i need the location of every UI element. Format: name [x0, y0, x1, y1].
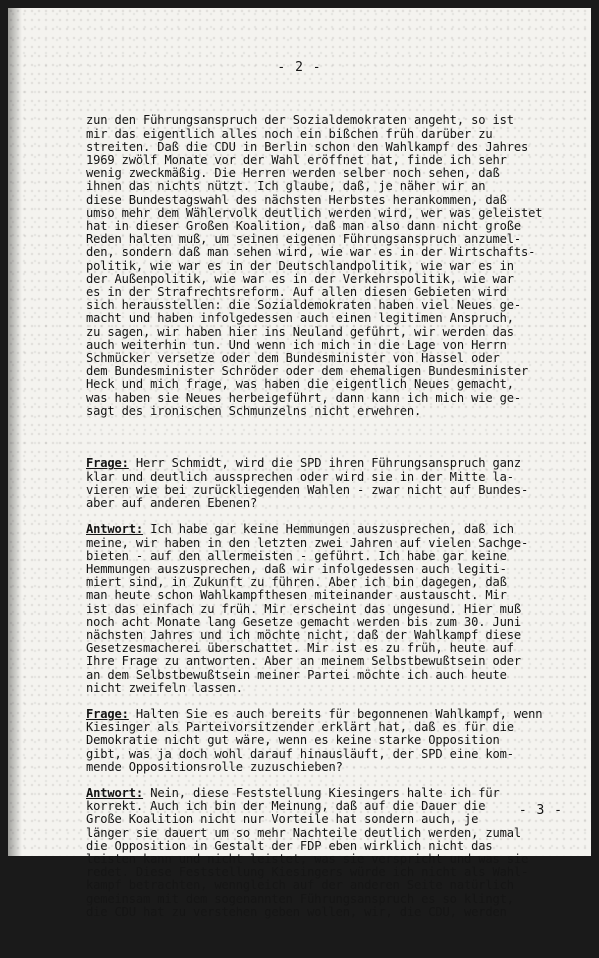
text-line: kampf betrachten, wenngleich auf der anderen Seite natürlich: [86, 878, 514, 893]
scan-shadow-edge: [8, 8, 22, 856]
text-line: noch acht Monate lang Gesetze gemacht werden bis zum 30. Juni: [86, 614, 521, 629]
text-line: gibt, was ja doch wohl darauf hinausläuft, der SPD eine kom-: [86, 746, 514, 761]
text-line: Demokratie nicht gut wäre, wenn es keine starke Opposition: [86, 733, 500, 748]
text-line: wenig zweckmäßig. Die Herren werden selber noch sehen, daß: [86, 166, 500, 181]
text-line: vieren wie bei zurückliegenden Wahlen - zwar nicht auf Bundes-: [86, 482, 529, 497]
text-line: auch weiterhin tun. Und wenn ich mich in die Lage von Herrn: [86, 337, 507, 352]
line-text: Nein, diese Feststellung Kiesingers halte ich für: [143, 785, 500, 800]
text-line: korrekt. Auch ich bin der Meinung, daß auf die Dauer die: [86, 799, 486, 814]
text-line: ihnen das nichts nützt. Ich glaube, daß, je näher wir an: [86, 179, 486, 194]
text-line: zu sagen, wir haben hier ins Neuland geführt, wir werden das: [86, 324, 514, 339]
text-line: die Opposition in Gestalt der FDP eben wirklich nicht das: [86, 838, 493, 853]
text-line: streiten. Daß die CDU in Berlin schon den Wahlkampf des Jahres: [86, 139, 529, 154]
text-line: Ihre Frage zu antworten. Aber an meinem Selbstbewußtsein oder: [86, 654, 521, 669]
text-line: sich herausstellen: die Sozialdemokraten haben viel Neues ge-: [86, 298, 521, 313]
text-line: sagt des ironischen Schmunzelns nicht erwehren.: [86, 403, 422, 418]
qa-section: [86, 457, 568, 919]
text-line: umso mehr dem Wählervolk deutlich werden wird, wer was geleistet: [86, 205, 543, 220]
page-number-top: - 2 -: [277, 60, 322, 75]
text-line: den, sondern daß man sehen wird, wie war es in der Wirtschafts-: [86, 245, 536, 260]
answer-block: [86, 787, 568, 919]
text-line: politik, wie war es in der Deutschlandpolitik, wie war es in: [86, 258, 514, 273]
page-number-bottom: - 3 -: [518, 803, 563, 818]
text-line: was haben sie Neues herbeigeführt, dann kann ich mich wie ge-: [86, 390, 521, 405]
text-line: nicht zweifeln lassen.: [86, 680, 243, 695]
text-line: bieten - auf den allermeisten - geführt. Ich habe gar keine: [86, 548, 507, 563]
speaker-label: Frage:: [86, 706, 129, 721]
line-text: Halten Sie es auch bereits für begonnenen Wahlkampf, wenn: [128, 706, 543, 721]
text-line: mir das eigentlich alles noch ein bißchen früh darüber zu: [86, 126, 493, 141]
text-line: diese Bundestagswahl des nächsten Herbstes herankommen, daß: [86, 192, 507, 207]
text-line: der Außenpolitik, wie war es in der Verkehrspolitik, wie war: [86, 271, 514, 286]
text-line: Hemmungen auszusprechen, daß wir infolgedessen auch legiti-: [86, 561, 507, 576]
text-line: [86, 457, 568, 470]
speaker-label: Frage:: [86, 456, 129, 471]
text-line: man heute schon Wahlkampfthesen miteinander austauscht. Mir: [86, 588, 507, 603]
text-line: gemeinsam mit dem sogenannten Führungsanspruch es so klingt,: [86, 891, 514, 906]
text-line: mende Oppositionsrolle zuzuschieben?: [86, 759, 343, 774]
text-line: nächsten Jahres und ich möchte nicht, daß der Wahlkampf diese: [86, 627, 521, 642]
line-text: Ich habe gar keine Hemmungen auszusprechen, daß ich: [143, 522, 514, 537]
text-line: Schmücker versetze oder dem Bundesminister von Hassel oder: [86, 351, 500, 366]
text-line: die CDU hat zu verstehen geben wollen, wir, die CDU, werden: [86, 904, 507, 919]
text-line: hat in dieser Großen Koalition, daß man also dann nicht große: [86, 219, 521, 234]
document-body: [86, 88, 568, 958]
text-line: es in der Strafrechtsreform. Auf allen diesen Gebieten wird: [86, 285, 507, 300]
text-line: leisten kann und nicht leistet, was sie verspricht und was sie: [86, 851, 529, 866]
speaker-label: Antwort:: [86, 785, 144, 800]
question-block: [86, 457, 568, 510]
text-line: Reden halten muß, um seinen eigenen Führungsanspruch anzumel-: [86, 232, 521, 247]
line-text: Herr Schmidt, wird die SPD ihren Führungsanspruch ganz: [128, 456, 522, 471]
text-line: meine, wir haben in den letzten zwei Jahren auf vielen Sachge-: [86, 535, 529, 550]
text-line: klar und deutlich aussprechen oder wird sie in der Mitte la-: [86, 469, 514, 484]
text-line: Gesetzesmacherei überschattet. Mir ist es zu früh, heute auf: [86, 641, 514, 656]
text-line: Heck und mich frage, was haben die eigentlich Neues gemacht,: [86, 377, 514, 392]
text-line: an dem Selbstbewußtsein meiner Partei möchte ich auch heute: [86, 667, 507, 682]
text-line: macht und haben infolgedessen auch einen legitimen Anspruch,: [86, 311, 514, 326]
question-block: [86, 708, 568, 774]
text-line: Kiesinger als Parteivorsitzender erklärt hat, daß es für die: [86, 720, 514, 735]
text-line: ist das einfach zu früh. Mir erscheint das ungesund. Hier muß: [86, 601, 521, 616]
text-line: Große Koalition nicht nur Vorteile hat sondern auch, je: [86, 812, 479, 827]
text-line: 1969 zwölf Monate vor der Wahl eröffnet hat, finde ich sehr: [86, 153, 507, 168]
speaker-label: Antwort:: [86, 522, 144, 537]
paragraph-intro: [86, 114, 568, 418]
text-line: dem Bundesminister Schröder oder dem ehemaligen Bundesminister: [86, 364, 529, 379]
text-line: aber auf anderen Ebenen?: [86, 496, 258, 511]
document-page: [8, 8, 591, 919]
text-line: miert sind, in Zukunft zu führen. Aber ich bin dagegen, daß: [86, 575, 507, 590]
answer-block: [86, 523, 568, 695]
text-line: länger sie dauert um so mehr Nachteile deutlich werden, zumal: [86, 825, 521, 840]
text-line: [86, 523, 568, 536]
text-line: redet. Diese Feststellung Kiesingers würde ich nicht als Wahl-: [86, 865, 529, 880]
text-line: zun den Führungsanspruch der Sozialdemokraten angeht, so ist: [86, 113, 514, 128]
